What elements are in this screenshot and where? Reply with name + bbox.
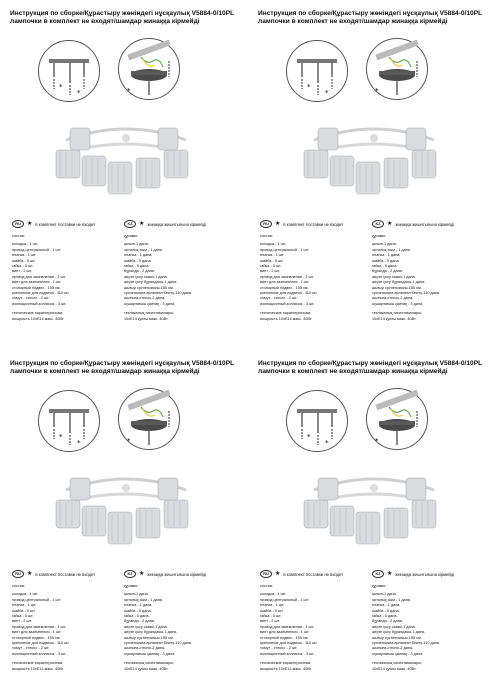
svg-text:*: *: [307, 83, 311, 91]
list-item: крепление для подвеса - 110 шт.: [260, 291, 318, 296]
title-line: Инструкция по сборке/Құрастыру жөніндегі нұсқаулық V5884-0/10PL: [258, 10, 483, 17]
instruction-sheet: [248, 350, 495, 700]
list-item: шайба - 5 дана.: [124, 608, 152, 613]
list-item: қалып-1 дана.: [124, 592, 149, 597]
ru-spec: мощность 10xЕ14 макс. 40Вт: [12, 666, 64, 671]
kz-note-text: жинаққа жиынтығына кірмейді: [147, 221, 207, 227]
list-item: шыныға-стекло-2 дана.: [372, 646, 414, 651]
asterisk-icon: ★: [139, 221, 145, 227]
list-item: жерге қосу сымы-1 дана.: [124, 624, 168, 629]
list-item: изоляционный колпачок - 3 шт.: [12, 301, 67, 306]
asterisk-icon: ★: [387, 571, 393, 577]
list-item: хомут - стекло - 2 шт.: [260, 646, 298, 651]
svg-text:*: *: [77, 89, 81, 97]
canopy-wiring-detail-illustration: [118, 388, 180, 450]
list-item: орталық сым - 1 дана.: [124, 247, 163, 252]
list-item: провод для заземления - 1 шт.: [260, 624, 314, 629]
list-item: шыныға-стекло-2 дана.: [124, 296, 166, 301]
list-item: стопорный подвес - 155 см.: [260, 285, 309, 290]
kz-parts-list: [372, 234, 482, 322]
list-item: суспензияға арналған бекіту-110 дана.: [124, 291, 193, 296]
kz-note-text: жинаққа жиынтығына кірмейді: [395, 571, 455, 577]
instruction-sheet: [248, 0, 495, 350]
sheet-title: [258, 10, 490, 26]
list-item: колодка - 1 шт.: [260, 592, 287, 597]
list-item: винт - 2 шт.: [260, 269, 280, 274]
ru-list-heading: состав:: [12, 234, 25, 238]
list-item: бұранда - 2 дана.: [372, 619, 403, 624]
list-item: шайба - 5 дана.: [124, 258, 152, 263]
kz-parts-list: [124, 584, 234, 672]
mounting-bracket-detail-illustration: [38, 390, 100, 452]
list-item: колодка - 1 шт.: [12, 242, 39, 247]
list-item: планка - 1 шт.: [260, 603, 285, 608]
list-item: стопорный подвес - 155 см.: [12, 285, 61, 290]
list-item: шығыр суспензиясы-155 см.: [124, 635, 174, 640]
instruction-sheet: [0, 0, 247, 350]
ru-spec-heading: технические характеристики:: [12, 661, 64, 666]
ru-note: [12, 570, 95, 578]
kz-parts-list: [372, 584, 482, 672]
asterisk-icon: ★: [275, 571, 281, 577]
kz-spec-heading: техникалық сипаттамалары:: [124, 311, 174, 316]
list-item: провод для заземления - 1 шт.: [12, 624, 66, 629]
list-item: жерге қосу бұрандасы-1 дана.: [372, 280, 426, 285]
list-item: изоляционный колпачок - 3 шт.: [260, 651, 315, 656]
ru-list-heading: состав:: [12, 584, 25, 588]
list-item: қалып-1 дана.: [372, 592, 397, 597]
list-item: планка - 1 дана.: [124, 603, 153, 608]
ru-spec: мощность 10xЕ14 макс. 40Вт: [12, 316, 64, 321]
list-item: крепление для подвеса - 110 шт.: [12, 641, 70, 646]
canopy-wiring-detail-illustration: [366, 388, 428, 450]
mounting-bracket-detail-illustration: [38, 40, 100, 102]
svg-text:*: *: [307, 433, 311, 441]
list-item: гайка - 5 шт.: [12, 614, 34, 619]
asterisk-icon: ★: [27, 571, 33, 577]
ru-note-text: в комплект поставки не входит: [283, 221, 344, 227]
list-item: хомут - стекло - 2 шт.: [12, 646, 50, 651]
ru-badge: RU: [260, 220, 272, 228]
kz-note-text: жинаққа жиынтығына кірмейді: [147, 571, 207, 577]
chandelier-illustration: [294, 460, 454, 555]
list-item: шайба - 5 шт.: [12, 258, 36, 263]
list-item: бұранда - 2 дана.: [124, 269, 155, 274]
list-item: крепление для подвеса - 110 шт.: [260, 641, 318, 646]
ru-list-heading: состав:: [260, 234, 273, 238]
list-item: крепление для подвеса - 110 шт.: [12, 291, 70, 296]
chandelier-illustration: [46, 460, 206, 555]
list-item: оқшаулағыш қалпақ - 3 дана.: [124, 651, 176, 656]
list-item: винт для заземления - 1 шт.: [12, 280, 62, 285]
kz-list-heading: құрамы:: [124, 234, 139, 238]
kz-spec-heading: техникалық сипаттамалары:: [372, 661, 422, 666]
list-item: винт - 2 шт.: [12, 269, 32, 274]
ru-spec: мощность 10xЕ14 макс. 40Вт: [260, 316, 312, 321]
list-item: шыныға-стекло-2 дана.: [372, 296, 414, 301]
list-item: оқшаулағыш қалпақ - 3 дана.: [124, 301, 176, 306]
kz-spec: 10xЕ14 қуаты макс. 40Вт: [124, 666, 168, 671]
kz-badge: KZ: [372, 570, 384, 578]
list-item: провод центральный - 1 шт.: [260, 597, 309, 602]
kz-list-heading: құрамы:: [124, 584, 139, 588]
sheet-title: [10, 360, 242, 376]
list-item: жерге қосу сымы-1 дана.: [124, 274, 168, 279]
ru-badge: RU: [260, 570, 272, 578]
svg-text:*: *: [127, 437, 131, 445]
list-item: қалып-1 дана.: [124, 242, 149, 247]
kz-note-text: жинаққа жиынтығына кірмейді: [395, 221, 455, 227]
list-item: винт для заземления - 1 шт.: [260, 630, 310, 635]
list-item: изоляционный колпачок - 3 шт.: [260, 301, 315, 306]
list-item: планка - 1 шт.: [12, 253, 37, 258]
svg-text:*: *: [325, 439, 329, 447]
kz-list-heading: құрамы:: [372, 234, 387, 238]
list-item: орталық сым - 1 дана.: [372, 247, 411, 252]
list-item: провод центральный - 1 шт.: [12, 597, 61, 602]
kz-badge: KZ: [124, 570, 136, 578]
title-line: лампочки в комплект не входят/шамдар жинаққа кірмейді: [10, 18, 200, 26]
list-item: винт для заземления - 1 шт.: [260, 280, 310, 285]
ru-spec-heading: технические характеристики:: [260, 311, 312, 316]
list-item: гайка - 5 дана.: [124, 614, 150, 619]
kz-note: [372, 570, 454, 578]
list-item: гайка - 5 шт.: [260, 614, 282, 619]
list-item: винт - 2 шт.: [260, 619, 280, 624]
sheet-title: [10, 10, 242, 26]
list-item: планка - 1 дана.: [124, 253, 153, 258]
list-item: орталық сым - 1 дана.: [372, 597, 411, 602]
ru-note-text: в комплект поставки не входит: [283, 571, 344, 577]
list-item: жерге қосу сымы-1 дана.: [372, 274, 416, 279]
ru-parts-list: [260, 584, 370, 672]
ru-spec: мощность 10xЕ14 макс. 40Вт: [260, 666, 312, 671]
list-item: колодка - 1 шт.: [260, 242, 287, 247]
ru-spec-heading: технические характеристики:: [12, 311, 64, 316]
mounting-bracket-detail-illustration: [286, 40, 348, 102]
list-item: гайка - 5 шт.: [12, 264, 34, 269]
list-item: қалып-1 дана.: [372, 242, 397, 247]
svg-text:*: *: [77, 439, 81, 447]
kz-spec: 10xЕ14 қуаты макс. 40Вт: [372, 316, 416, 321]
mounting-bracket-detail-illustration: [286, 390, 348, 452]
svg-text:*: *: [375, 87, 379, 95]
list-item: жерге қосу бұрандасы-1 дана.: [124, 630, 178, 635]
list-item: провод для заземления - 1 шт.: [12, 274, 66, 279]
list-item: планка - 1 шт.: [260, 253, 285, 258]
list-item: провод для заземления - 1 шт.: [260, 274, 314, 279]
canopy-wiring-detail-illustration: [118, 38, 180, 100]
asterisk-icon: ★: [139, 571, 145, 577]
svg-text:*: *: [325, 89, 329, 97]
title-line: лампочки в комплект не входят/шамдар жинаққа кірмейді: [258, 368, 448, 376]
list-item: колодка - 1 шт.: [12, 592, 39, 597]
title-line: Инструкция по сборке/Құрастыру жөніндегі нұсқаулық V5884-0/10PL: [10, 360, 235, 367]
list-item: бұранда - 2 дана.: [124, 619, 155, 624]
canopy-wiring-detail-illustration: [366, 38, 428, 100]
list-item: шығыр суспензиясы-155 см.: [372, 635, 422, 640]
list-item: планка - 1 дана.: [372, 603, 401, 608]
list-item: хомут - стекло - 2 шт.: [260, 296, 298, 301]
kz-spec-heading: техникалық сипаттамалары:: [124, 661, 174, 666]
list-item: провод центральный - 1 шт.: [12, 247, 61, 252]
list-item: планка - 1 шт.: [12, 603, 37, 608]
list-item: оқшаулағыш қалпақ - 3 дана.: [372, 301, 424, 306]
list-item: шығыр суспензиясы-155 см.: [372, 285, 422, 290]
svg-text:*: *: [59, 433, 63, 441]
ru-note: [12, 220, 95, 228]
list-item: шайба - 5 шт.: [12, 608, 36, 613]
list-item: суспензияға арналған бекіту-110 дана.: [372, 291, 441, 296]
asterisk-icon: ★: [275, 221, 281, 227]
title-line: Инструкция по сборке/Құрастыру жөніндегі нұсқаулық V5884-0/10PL: [258, 360, 483, 367]
kz-note: [372, 220, 454, 228]
list-item: бұранда - 2 дана.: [372, 269, 403, 274]
kz-spec: 10xЕ14 қуаты макс. 40Вт: [124, 316, 168, 321]
list-item: суспензияға арналған бекіту-110 дана.: [124, 641, 193, 646]
list-item: гайка - 5 шт.: [260, 264, 282, 269]
chandelier-illustration: [294, 110, 454, 205]
ru-parts-list: [12, 234, 122, 322]
list-item: шығыр суспензиясы-155 см.: [124, 285, 174, 290]
list-item: гайка - 5 дана.: [372, 264, 398, 269]
list-item: стопорный подвес - 155 см.: [12, 635, 61, 640]
list-item: планка - 1 дана.: [372, 253, 401, 258]
title-line: лампочки в комплект не входят/шамдар жинаққа кірмейді: [10, 368, 200, 376]
list-item: провод центральный - 1 шт.: [260, 247, 309, 252]
list-item: жерге қосу бұрандасы-1 дана.: [372, 630, 426, 635]
ru-note-text: в комплект поставки не входит: [35, 221, 96, 227]
list-item: орталық сым - 1 дана.: [124, 597, 163, 602]
svg-text:*: *: [375, 437, 379, 445]
list-item: оқшаулағыш қалпақ - 3 дана.: [372, 651, 424, 656]
chandelier-illustration: [46, 110, 206, 205]
kz-list-heading: құрамы:: [372, 584, 387, 588]
svg-text:*: *: [127, 87, 131, 95]
ru-note: [260, 220, 343, 228]
kz-spec: 10xЕ14 қуаты макс. 40Вт: [372, 666, 416, 671]
title-line: Инструкция по сборке/Құрастыру жөніндегі нұсқаулық V5884-0/10PL: [10, 10, 235, 17]
kz-note: [124, 570, 206, 578]
list-item: стопорный подвес - 155 см.: [260, 635, 309, 640]
instruction-sheet: [0, 350, 247, 700]
list-item: гайка - 5 дана.: [124, 264, 150, 269]
kz-badge: KZ: [372, 220, 384, 228]
asterisk-icon: ★: [387, 221, 393, 227]
list-item: шайба - 5 шт.: [260, 258, 284, 263]
sheet-title: [258, 360, 490, 376]
list-item: шыныға-стекло-2 дана.: [124, 646, 166, 651]
list-item: изоляционный колпачок - 3 шт.: [12, 651, 67, 656]
ru-note: [260, 570, 343, 578]
asterisk-icon: ★: [27, 221, 33, 227]
list-item: жерге қосу бұрандасы-1 дана.: [124, 280, 178, 285]
list-item: винт для заземления - 1 шт.: [12, 630, 62, 635]
ru-note-text: в комплект поставки не входит: [35, 571, 96, 577]
title-line: лампочки в комплект не входят/шамдар жинаққа кірмейді: [258, 18, 448, 26]
list-item: хомут - стекло - 2 шт.: [12, 296, 50, 301]
ru-parts-list: [12, 584, 122, 672]
list-item: суспензияға арналған бекіту-110 дана.: [372, 641, 441, 646]
ru-parts-list: [260, 234, 370, 322]
kz-note: [124, 220, 206, 228]
list-item: гайка - 5 дана.: [372, 614, 398, 619]
list-item: шайба - 5 дана.: [372, 258, 400, 263]
ru-list-heading: состав:: [260, 584, 273, 588]
list-item: жерге қосу сымы-1 дана.: [372, 624, 416, 629]
list-item: шайба - 5 шт.: [260, 608, 284, 613]
kz-spec-heading: техникалық сипаттамалары:: [372, 311, 422, 316]
list-item: шайба - 5 дана.: [372, 608, 400, 613]
list-item: винт - 2 шт.: [12, 619, 32, 624]
svg-text:*: *: [59, 83, 63, 91]
kz-parts-list: [124, 234, 234, 322]
ru-badge: RU: [12, 570, 24, 578]
ru-spec-heading: технические характеристики:: [260, 661, 312, 666]
kz-badge: KZ: [124, 220, 136, 228]
ru-badge: RU: [12, 220, 24, 228]
